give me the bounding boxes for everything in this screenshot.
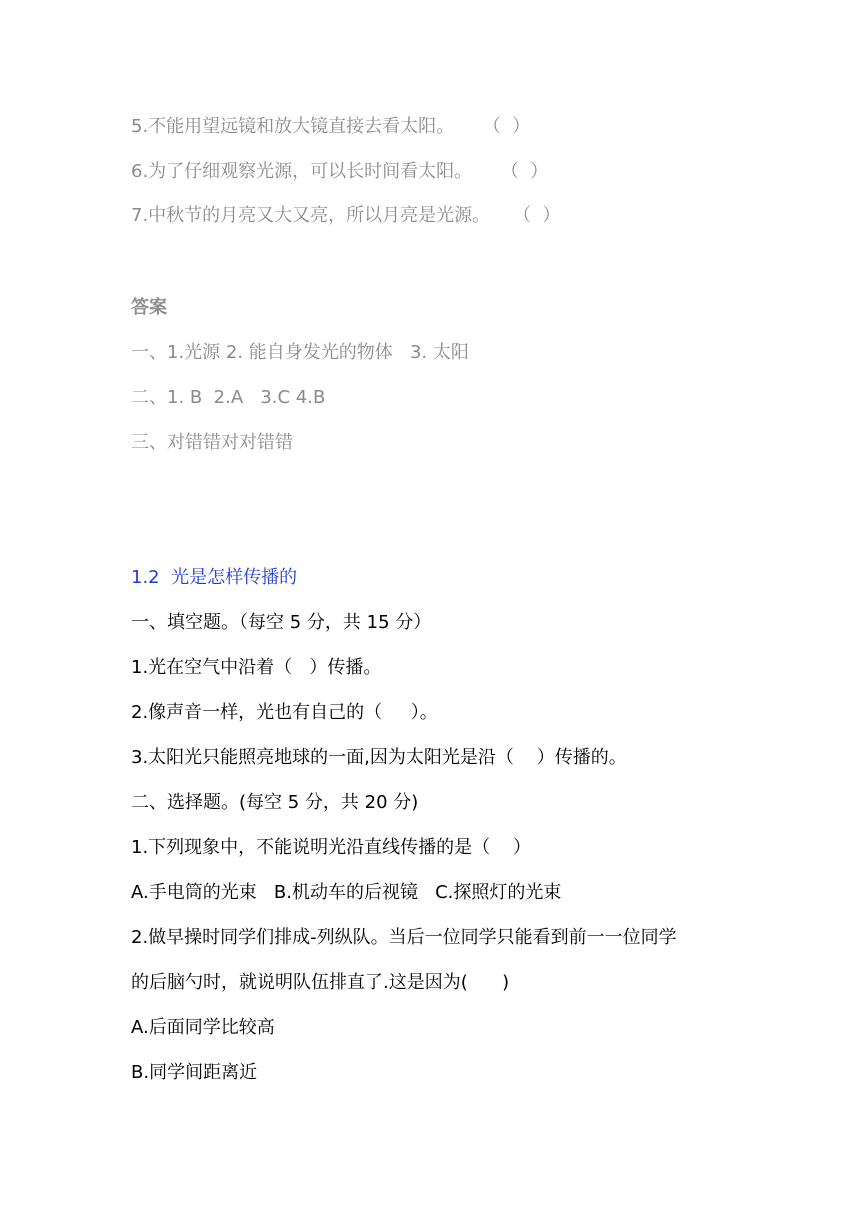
answer-heading: 答案	[131, 297, 167, 318]
answer-line-2: 二、1. B 2.A 3.C 4.B	[131, 387, 326, 408]
fill-blank-q3: 3.太阳光只能照亮地球的一面,因为太阳光是沿（ ）传播的。	[131, 747, 627, 768]
question-7-6: 6.为了仔细观察光源，可以长时间看太阳。 （ ）	[131, 161, 549, 182]
choice-q2-line1: 2.做早操时同学们排成-列纵队。当后一位同学只能看到前一一位同学	[131, 927, 677, 948]
fill-blank-q1: 1.光在空气中沿着（ ）传播。	[131, 657, 382, 678]
fill-blank-q2: 2.像声音一样，光也有自己的（ ）。	[131, 702, 438, 723]
answer-line-3: 三、对错错对对错错	[131, 432, 293, 453]
choice-heading: 二、选择题。(每空 5 分，共 20 分)	[131, 792, 419, 813]
choice-q2-option-b: B.同学间距离近	[131, 1062, 258, 1083]
answer-line-1: 一、1.光源 2. 能自身发光的物体 3. 太阳	[131, 342, 469, 363]
question-7-5: 5.不能用望远镜和放大镜直接去看太阳。 （ ）	[131, 116, 531, 137]
choice-q2-line2: 的后脑勺时，就说明队伍排直了.这是因为( )	[131, 972, 510, 993]
section-title: 1.2 光是怎样传播的	[131, 567, 298, 588]
fill-blank-heading: 一、填空题。（每空 5 分，共 15 分）	[131, 612, 432, 633]
choice-q1-options: A.手电筒的光束 B.机动车的后视镜 C.探照灯的光束	[131, 882, 562, 903]
choice-q2-option-a: A.后面同学比较高	[131, 1017, 275, 1038]
question-7-7: 7.中秋节的月亮又大又亮，所以月亮是光源。 （ ）	[131, 205, 561, 226]
choice-q1: 1.下列现象中，不能说明光沿直线传播的是（ ）	[131, 837, 532, 858]
